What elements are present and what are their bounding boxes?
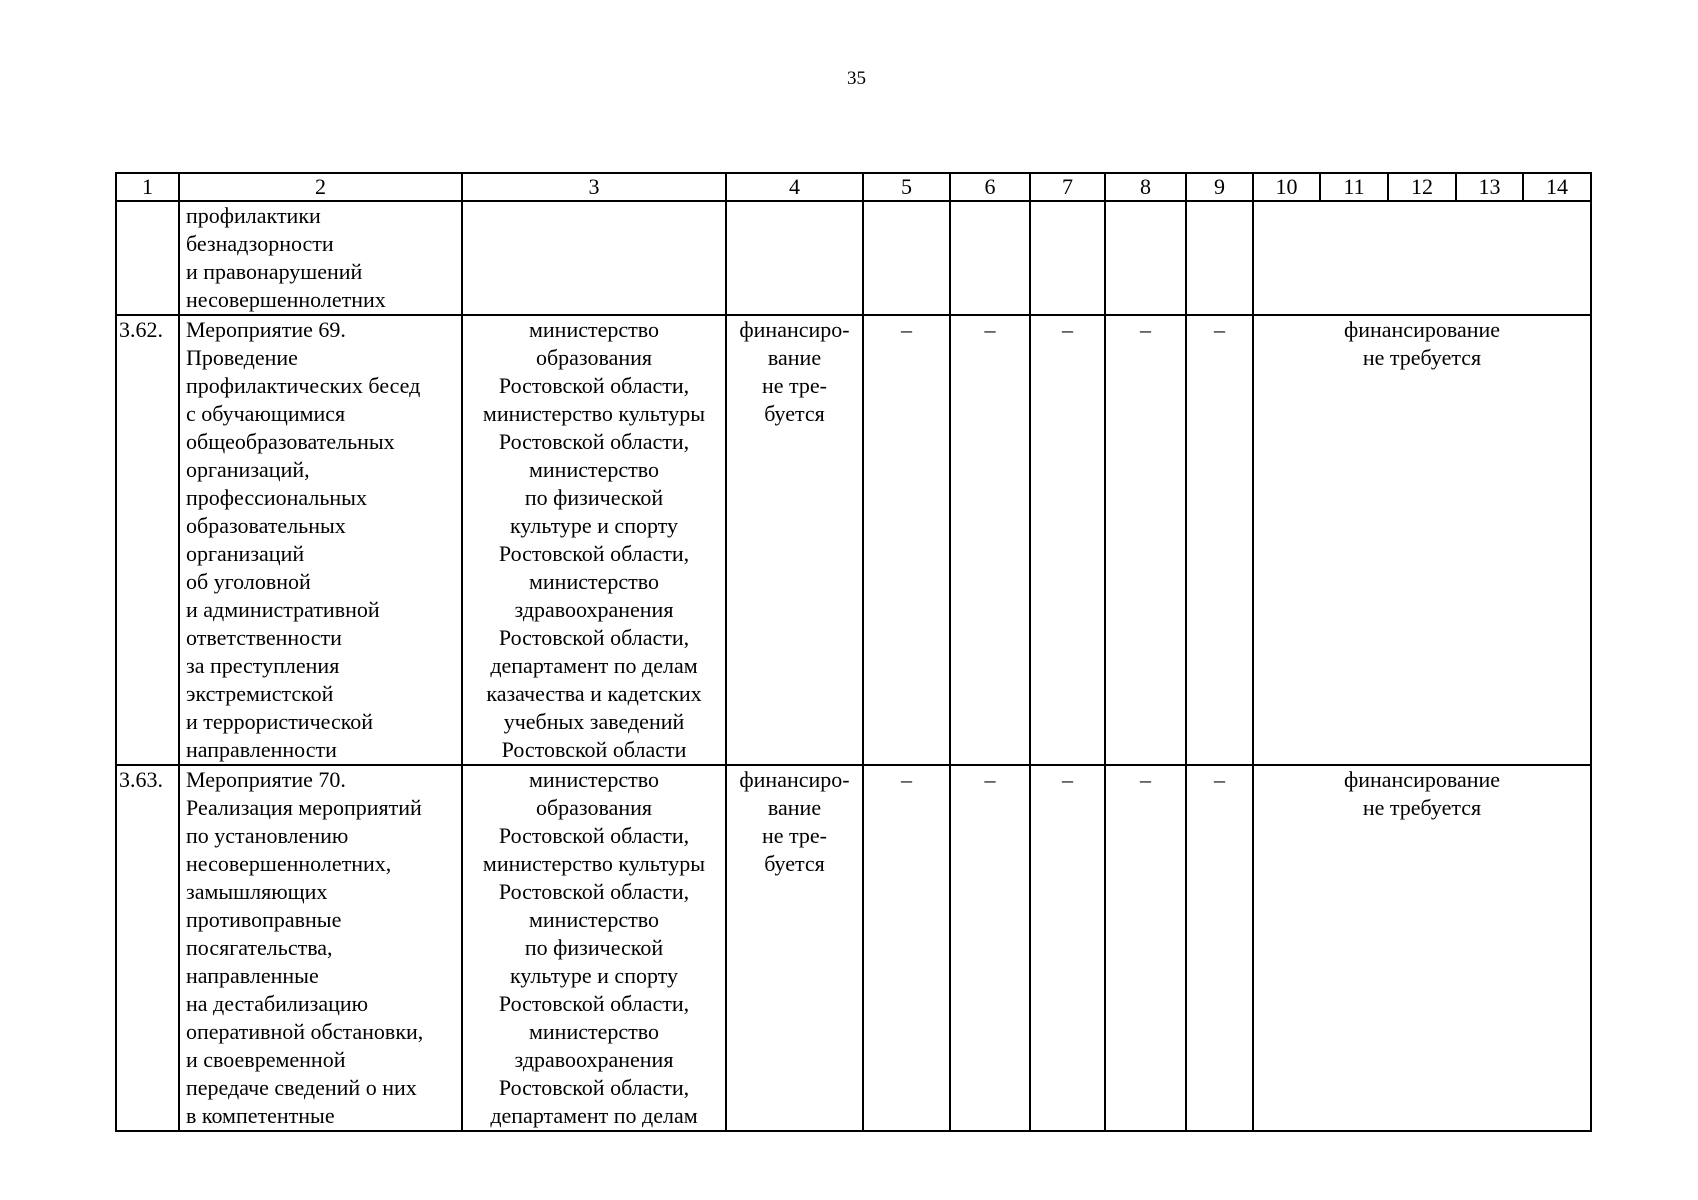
header-cell: 7 [1030, 173, 1105, 201]
executors-cell [462, 201, 726, 315]
header-cell: 4 [726, 173, 863, 201]
value-cell-7 [1030, 201, 1105, 315]
measure-name-cell: Мероприятие 70. Реализация мероприятий по установлению несовершеннолетних, замышляющих противоправные посягательства, направленные на дестабилизацию оперативной обстановки, и своевременной передаче сведений о них в компетентные [179, 765, 462, 1131]
value-cell-6 [950, 201, 1030, 315]
value-cell-5: – [863, 765, 950, 1131]
value-cell-6: – [950, 315, 1030, 765]
header-cell: 12 [1388, 173, 1456, 201]
header-cell: 9 [1186, 173, 1253, 201]
value-cell-7: – [1030, 765, 1105, 1131]
row-number-cell: 3.63. [116, 765, 179, 1131]
value-cell-8: – [1105, 765, 1186, 1131]
header-cell: 10 [1253, 173, 1320, 201]
header-cell: 1 [116, 173, 179, 201]
header-cell: 11 [1320, 173, 1388, 201]
value-cell-10-14: финансирование не требуется [1253, 315, 1591, 765]
header-cell: 5 [863, 173, 950, 201]
value-cell-5 [863, 201, 950, 315]
value-cell-6: – [950, 765, 1030, 1131]
row-number-cell [116, 201, 179, 315]
measure-name-cell: профилактики безнадзорности и правонарушений несовершеннолетних [179, 201, 462, 315]
header-cell: 13 [1456, 173, 1523, 201]
value-cell-10-14 [1253, 201, 1591, 315]
value-cell-9: – [1186, 765, 1253, 1131]
funding-source-cell: финансиро- вание не тре- буется [726, 765, 863, 1131]
table-row [116, 765, 1591, 1131]
header-cell: 3 [462, 173, 726, 201]
executors-cell: министерство образования Ростовской области, министерство культуры Ростовской области, министерство по физической культуре и спорту Ростовской области, министерство здравоохранения Ростовской области, департамент по делам [462, 765, 726, 1131]
value-cell-5: – [863, 315, 950, 765]
value-cell-8: – [1105, 315, 1186, 765]
funding-source-cell [726, 201, 863, 315]
value-cell-8 [1105, 201, 1186, 315]
table-header-row [116, 173, 1591, 201]
row-number-cell: 3.62. [116, 315, 179, 765]
value-cell-10-14: финансирование не требуется [1253, 765, 1591, 1131]
table-row-continuation [116, 201, 1591, 315]
executors-cell: министерство образования Ростовской области, министерство культуры Ростовской области, министерство по физической культуре и спорту Ростовской области, министерство здравоохранения Ростовской области, департамент по делам казачества и кадетских учебных заведений Ростовской области [462, 315, 726, 765]
header-cell: 6 [950, 173, 1030, 201]
funding-source-cell: финансиро- вание не тре- буется [726, 315, 863, 765]
measures-table [115, 172, 1592, 1132]
header-cell: 14 [1523, 173, 1591, 201]
header-cell: 2 [179, 173, 462, 201]
measure-name-cell: Мероприятие 69. Проведение профилактических бесед с обучающимися общеобразовательных организаций, профессиональных образовательных организаций об уголовной и административной ответственности за преступления экстремистской и террористической направленности [179, 315, 462, 765]
page-number: 35 [847, 68, 866, 89]
value-cell-9 [1186, 201, 1253, 315]
value-cell-7: – [1030, 315, 1105, 765]
value-cell-9: – [1186, 315, 1253, 765]
table-row [116, 315, 1591, 765]
header-cell: 8 [1105, 173, 1186, 201]
